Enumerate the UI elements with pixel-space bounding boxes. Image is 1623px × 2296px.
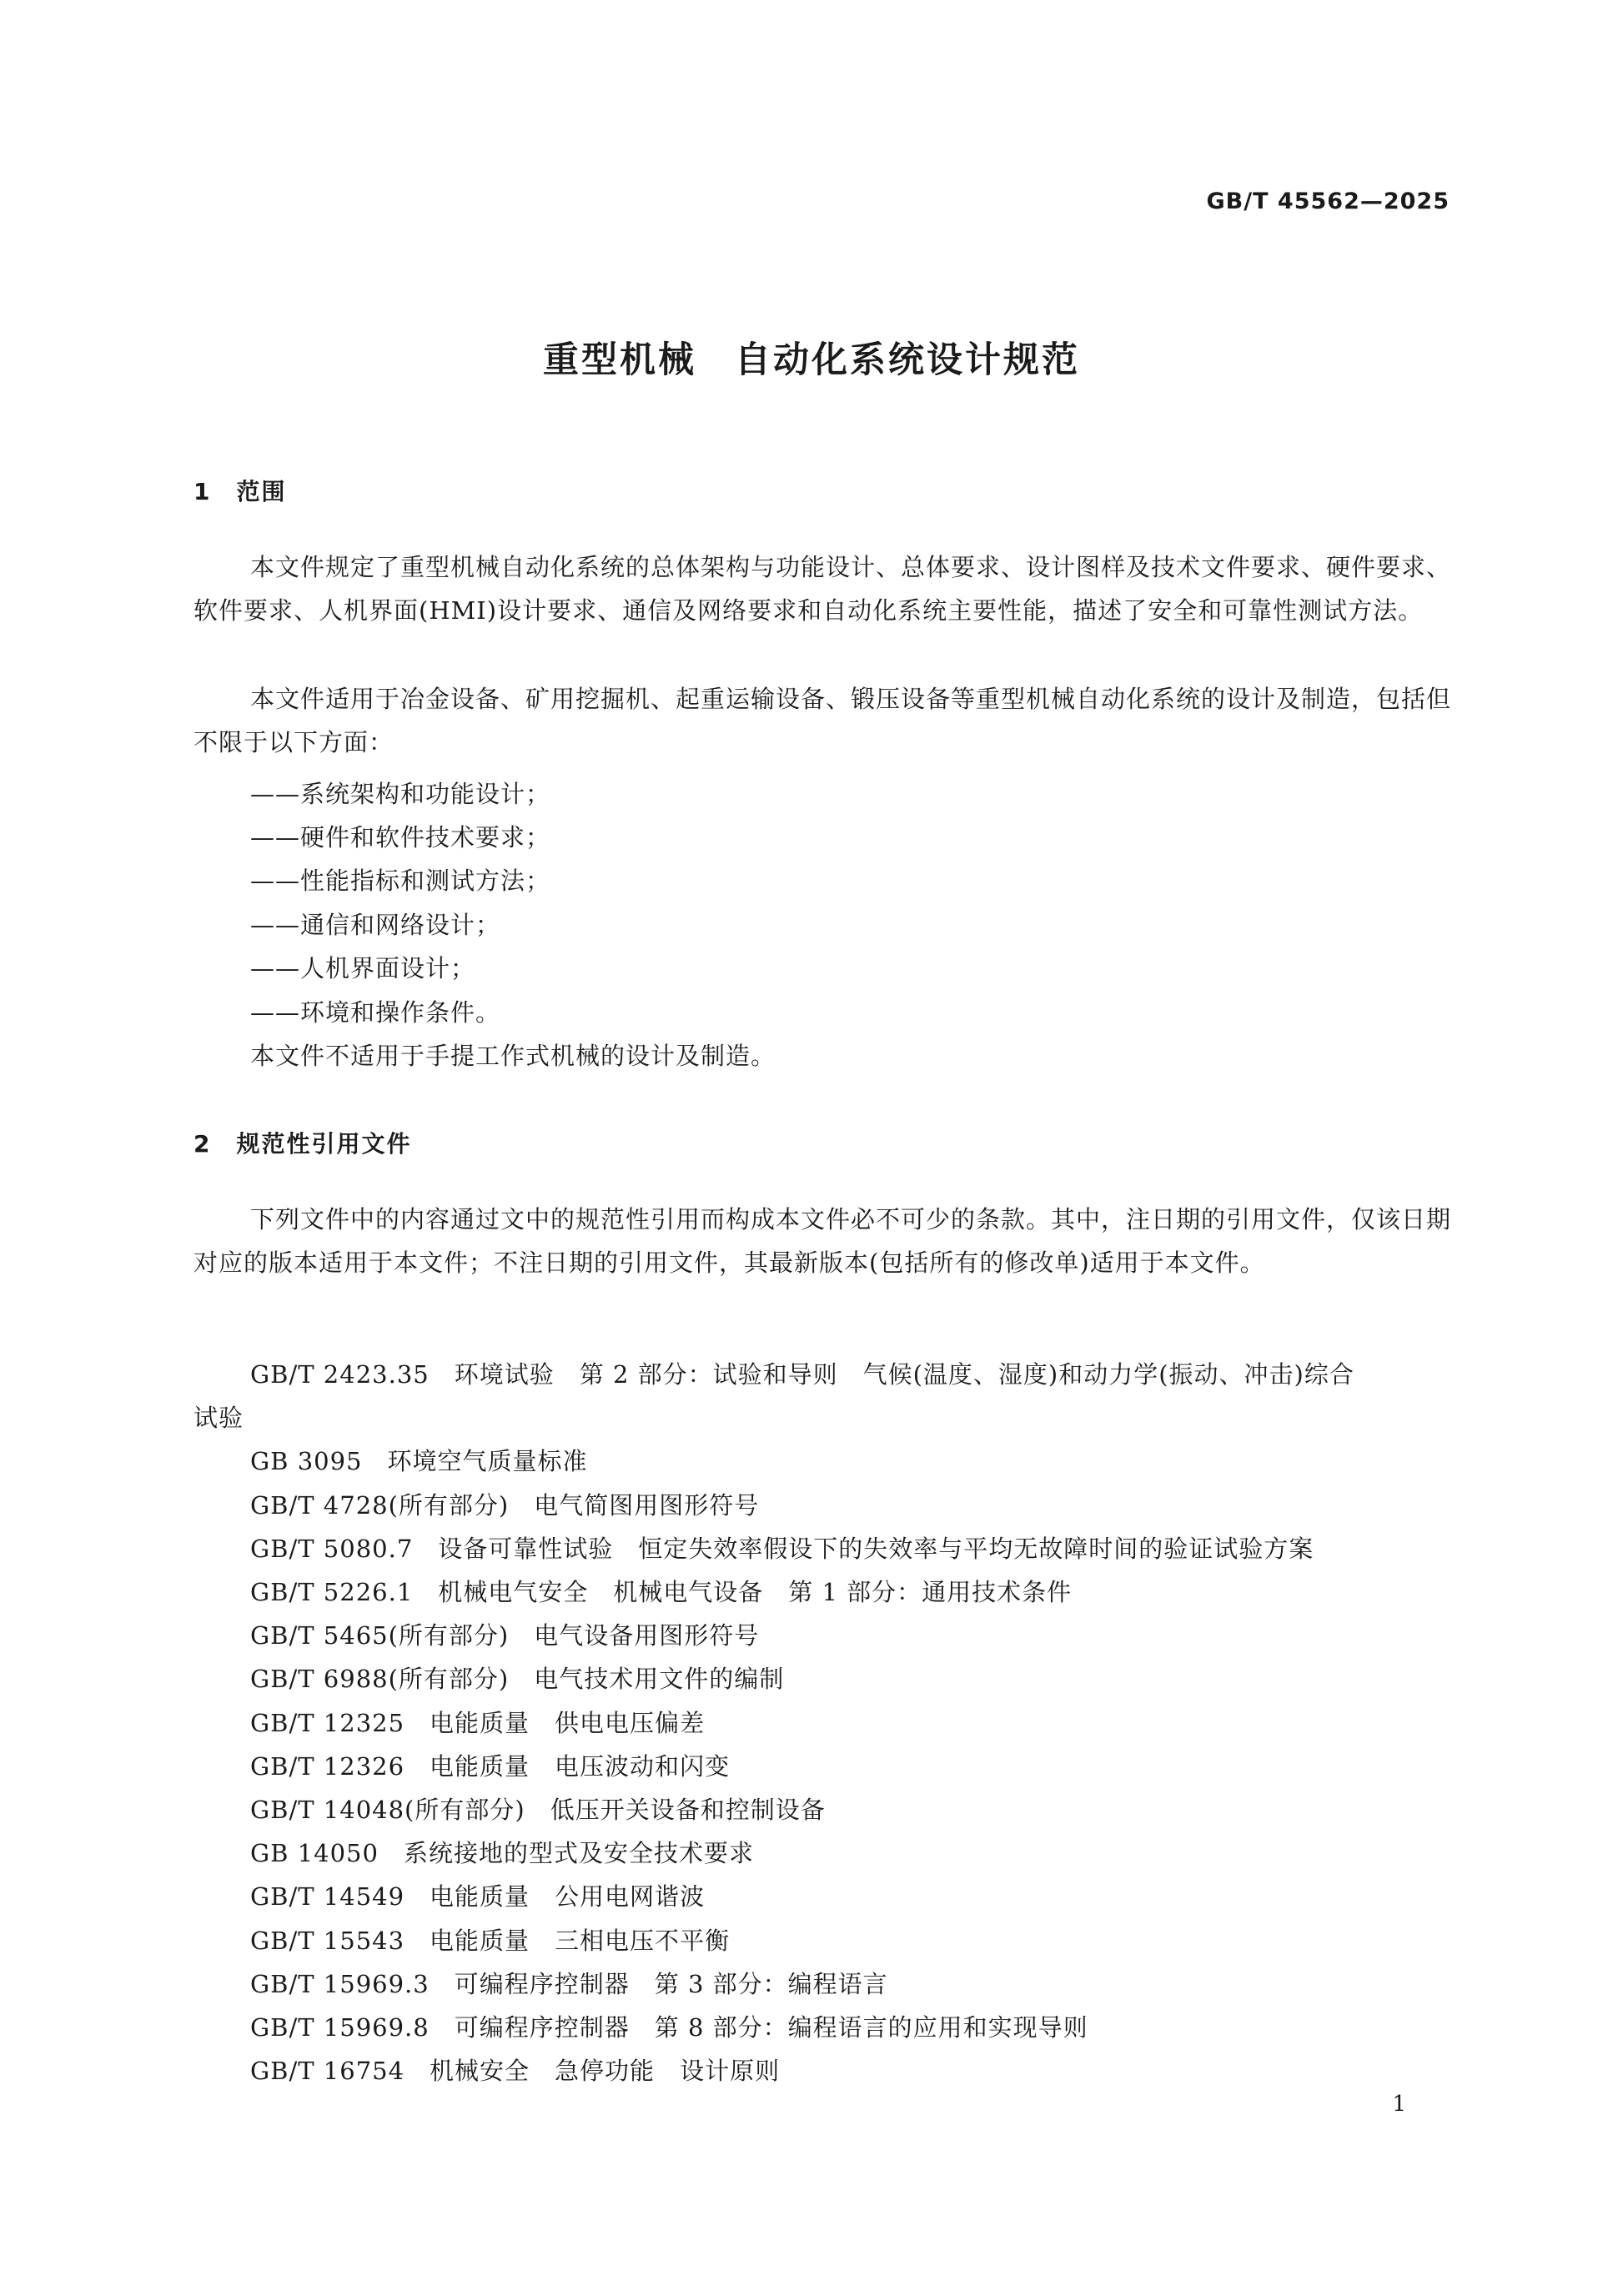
- reference-item: GB/T 14048(所有部分) 低压开关设备和控制设备: [250, 1796, 826, 1825]
- scope-closing-text: 本文件不适用于手提工作式机械的设计及制造。: [250, 1042, 776, 1070]
- scope-list-item: ——系统架构和功能设计；: [250, 780, 551, 808]
- reference-item: GB/T 15969.3 可编程序控制器 第 3 部分：编程语言: [250, 1969, 888, 1998]
- scope-paragraph-1: 本文件规定了重型机械自动化系统的总体架构与功能设计、总体要求、设计图样及技术文件要求、硬件要求、软件要求、人机界面(HMI)设计要求、通信及网络要求和自动化系统主要性能，描述了安全和可靠性测试方法。: [193, 553, 1452, 625]
- scope-list-item: ——环境和操作条件。: [250, 998, 501, 1027]
- scope-list-item: ——人机界面设计；: [250, 954, 476, 982]
- reference-item: GB/T 12325 电能质量 供电电压偏差: [250, 1708, 706, 1737]
- reference-item: GB/T 6988(所有部分) 电气技术用文件的编制: [250, 1665, 785, 1694]
- reference-item: GB/T 16754 机械安全 急停功能 设计原则: [250, 2057, 781, 2086]
- document-code: GB/T 45562—2025: [1206, 188, 1450, 214]
- reference-item: GB/T 5226.1 机械电气安全 机械电气设备 第 1 部分：通用技术条件: [250, 1578, 1073, 1607]
- section-heading-scope: 1 范围: [193, 478, 287, 505]
- reference-item: [193, 1353, 1451, 1439]
- reference-text: GB/T 2423.35 环境试验 第 2 部分：试验和导则 气候(温度、湿度)和动力学(振动、冲击)综合: [250, 1360, 1354, 1389]
- reference-item: GB/T 5080.7 设备可靠性试验 恒定失效率假设下的失效率与平均无故障时间的验证试验方案: [250, 1534, 1314, 1563]
- reference-item: GB/T 5465(所有部分) 电气设备用图形符号: [250, 1621, 760, 1650]
- scope-list-item: ——性能指标和测试方法；: [250, 867, 551, 895]
- reference-item: GB/T 15969.8 可编程序控制器 第 8 部分：编程语言的应用和实现导则: [250, 2013, 1088, 2042]
- scope-list-item: ——硬件和软件技术要求；: [250, 823, 551, 852]
- reference-item: GB/T 14549 电能质量 公用电网谐波: [250, 1882, 706, 1912]
- section-heading-normative-references: 2 规范性引用文件: [193, 1130, 412, 1158]
- reference-item: GB 14050 系统接地的型式及安全技术要求: [250, 1839, 754, 1868]
- page-number: 1: [1392, 2092, 1406, 2117]
- references-intro-paragraph: 下列文件中的内容通过文中的规范性引用而构成本文件必不可少的条款。其中，注日期的引用文件，仅该日期对应的版本适用于本文件；不注日期的引用文件，其最新版本(包括所有的修改单)适用于本文件。: [193, 1205, 1452, 1278]
- reference-item: GB/T 15543 电能质量 三相电压不平衡: [250, 1926, 731, 1955]
- document-title: 重型机械 自动化系统设计规范: [543, 339, 1080, 381]
- scope-paragraph-2: 本文件适用于冶金设备、矿用挖掘机、起重运输设备、锻压设备等重型机械自动化系统的设计及制造，包括但不限于以下方面：: [193, 685, 1452, 757]
- scope-list-item: ——通信和网络设计；: [250, 911, 501, 939]
- reference-item: GB/T 12326 电能质量 电压波动和闪变: [250, 1751, 731, 1781]
- reference-list: [193, 1353, 1451, 2093]
- reference-item: GB/T 4728(所有部分) 电气简图用图形符号: [250, 1490, 760, 1520]
- reference-text-continuation: 试验: [193, 1404, 244, 1433]
- reference-item: GB 3095 环境空气质量标准: [250, 1447, 588, 1476]
